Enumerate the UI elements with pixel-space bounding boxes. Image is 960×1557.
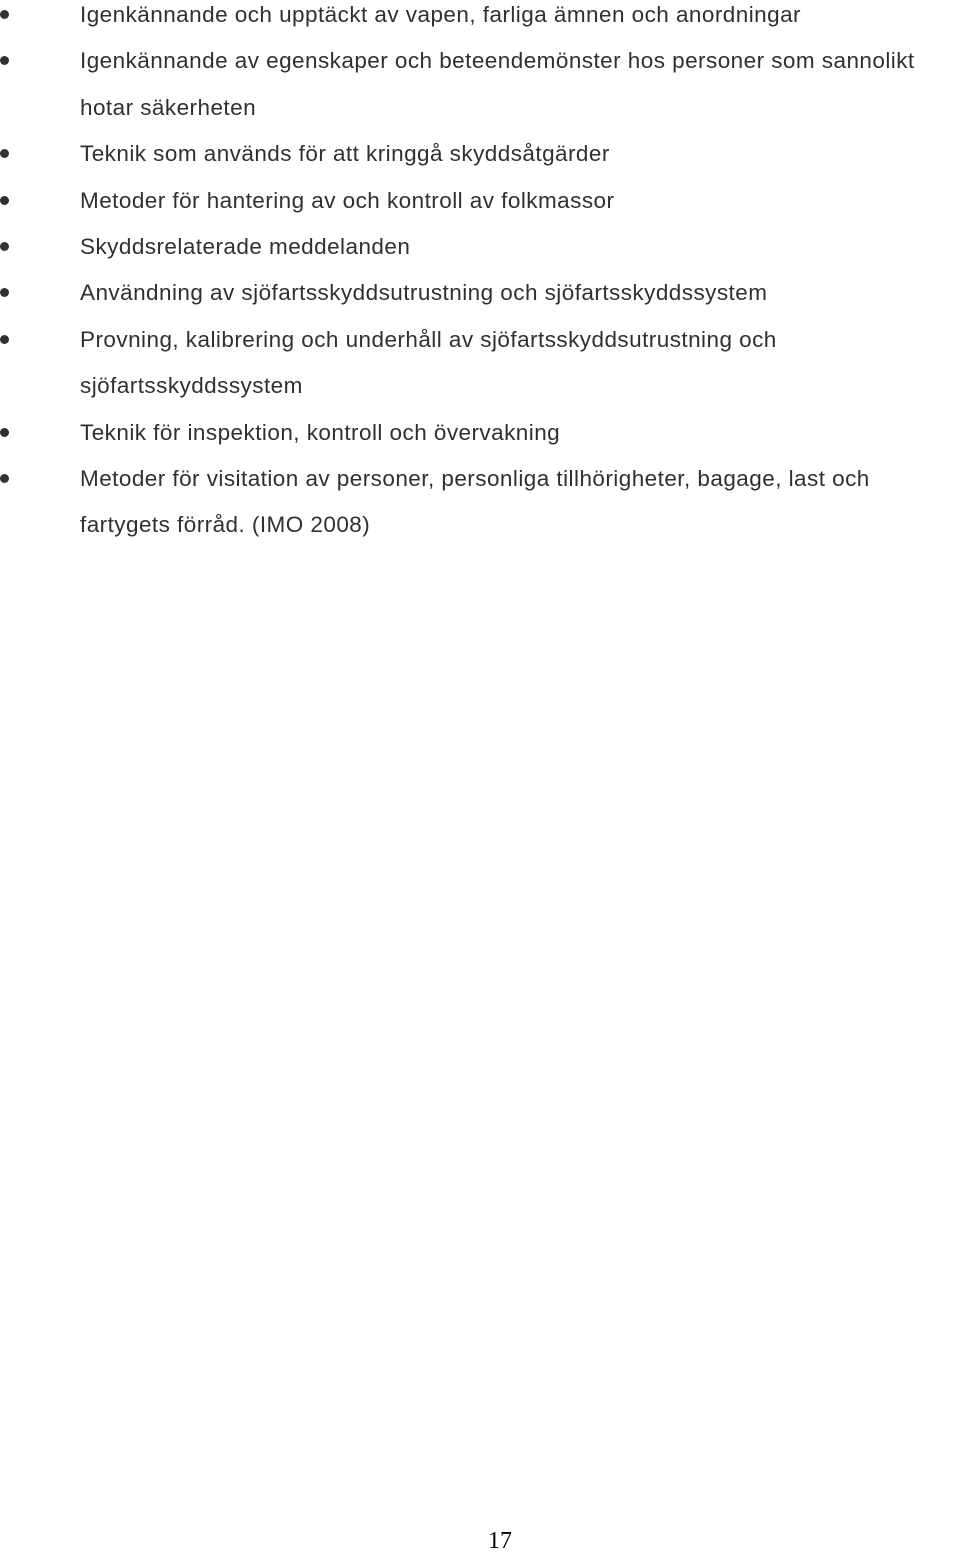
bullet-icon [0, 474, 9, 483]
list-item-text: Metoder för visitation av personer, personliga tillhörigheter, bagage, last och fartygets förråd. (IMO 2008) [80, 466, 870, 538]
list-item [0, 410, 960, 456]
list-item-text: Användning av sjöfartsskyddsutrustning och sjöfartsskyddssystem [80, 280, 768, 306]
list-item [0, 317, 960, 410]
list-item [0, 456, 960, 549]
bullet-icon [0, 335, 9, 344]
list-item-text: Igenkännande och upptäckt av vapen, farliga ämnen och anordningar [80, 2, 801, 27]
bullet-icon [0, 288, 9, 297]
bullet-icon [0, 10, 9, 19]
list-item-text: Teknik för inspektion, kontroll och övervakning [80, 419, 561, 445]
bullet-icon [0, 196, 9, 205]
list-item [0, 131, 960, 177]
list-item [0, 0, 960, 38]
list-item-text: Provning, kalibrering och underhåll av sjöfartsskyddsutrustning och sjöfartsskyddssystem [80, 326, 777, 399]
bullet-icon [0, 149, 9, 158]
bullet-list [0, 0, 960, 549]
list-item-text: Metoder för hantering av och kontroll av folkmassor [80, 187, 615, 213]
list-item [0, 38, 960, 131]
list-item [0, 224, 960, 270]
list-item-text: Igenkännande av egenskaper och beteendemönster hos personer som sannolikt hotar säkerheten [80, 48, 915, 120]
list-item-text: Skyddsrelaterade meddelanden [80, 234, 411, 260]
list-item [0, 270, 960, 316]
page-number: 17 [488, 1528, 512, 1554]
bullet-icon [0, 242, 9, 251]
bullet-icon [0, 56, 9, 65]
bullet-icon [0, 428, 9, 437]
list-item [0, 178, 960, 224]
list-item-text: Teknik som används för att kringgå skyddsåtgärder [80, 141, 610, 167]
